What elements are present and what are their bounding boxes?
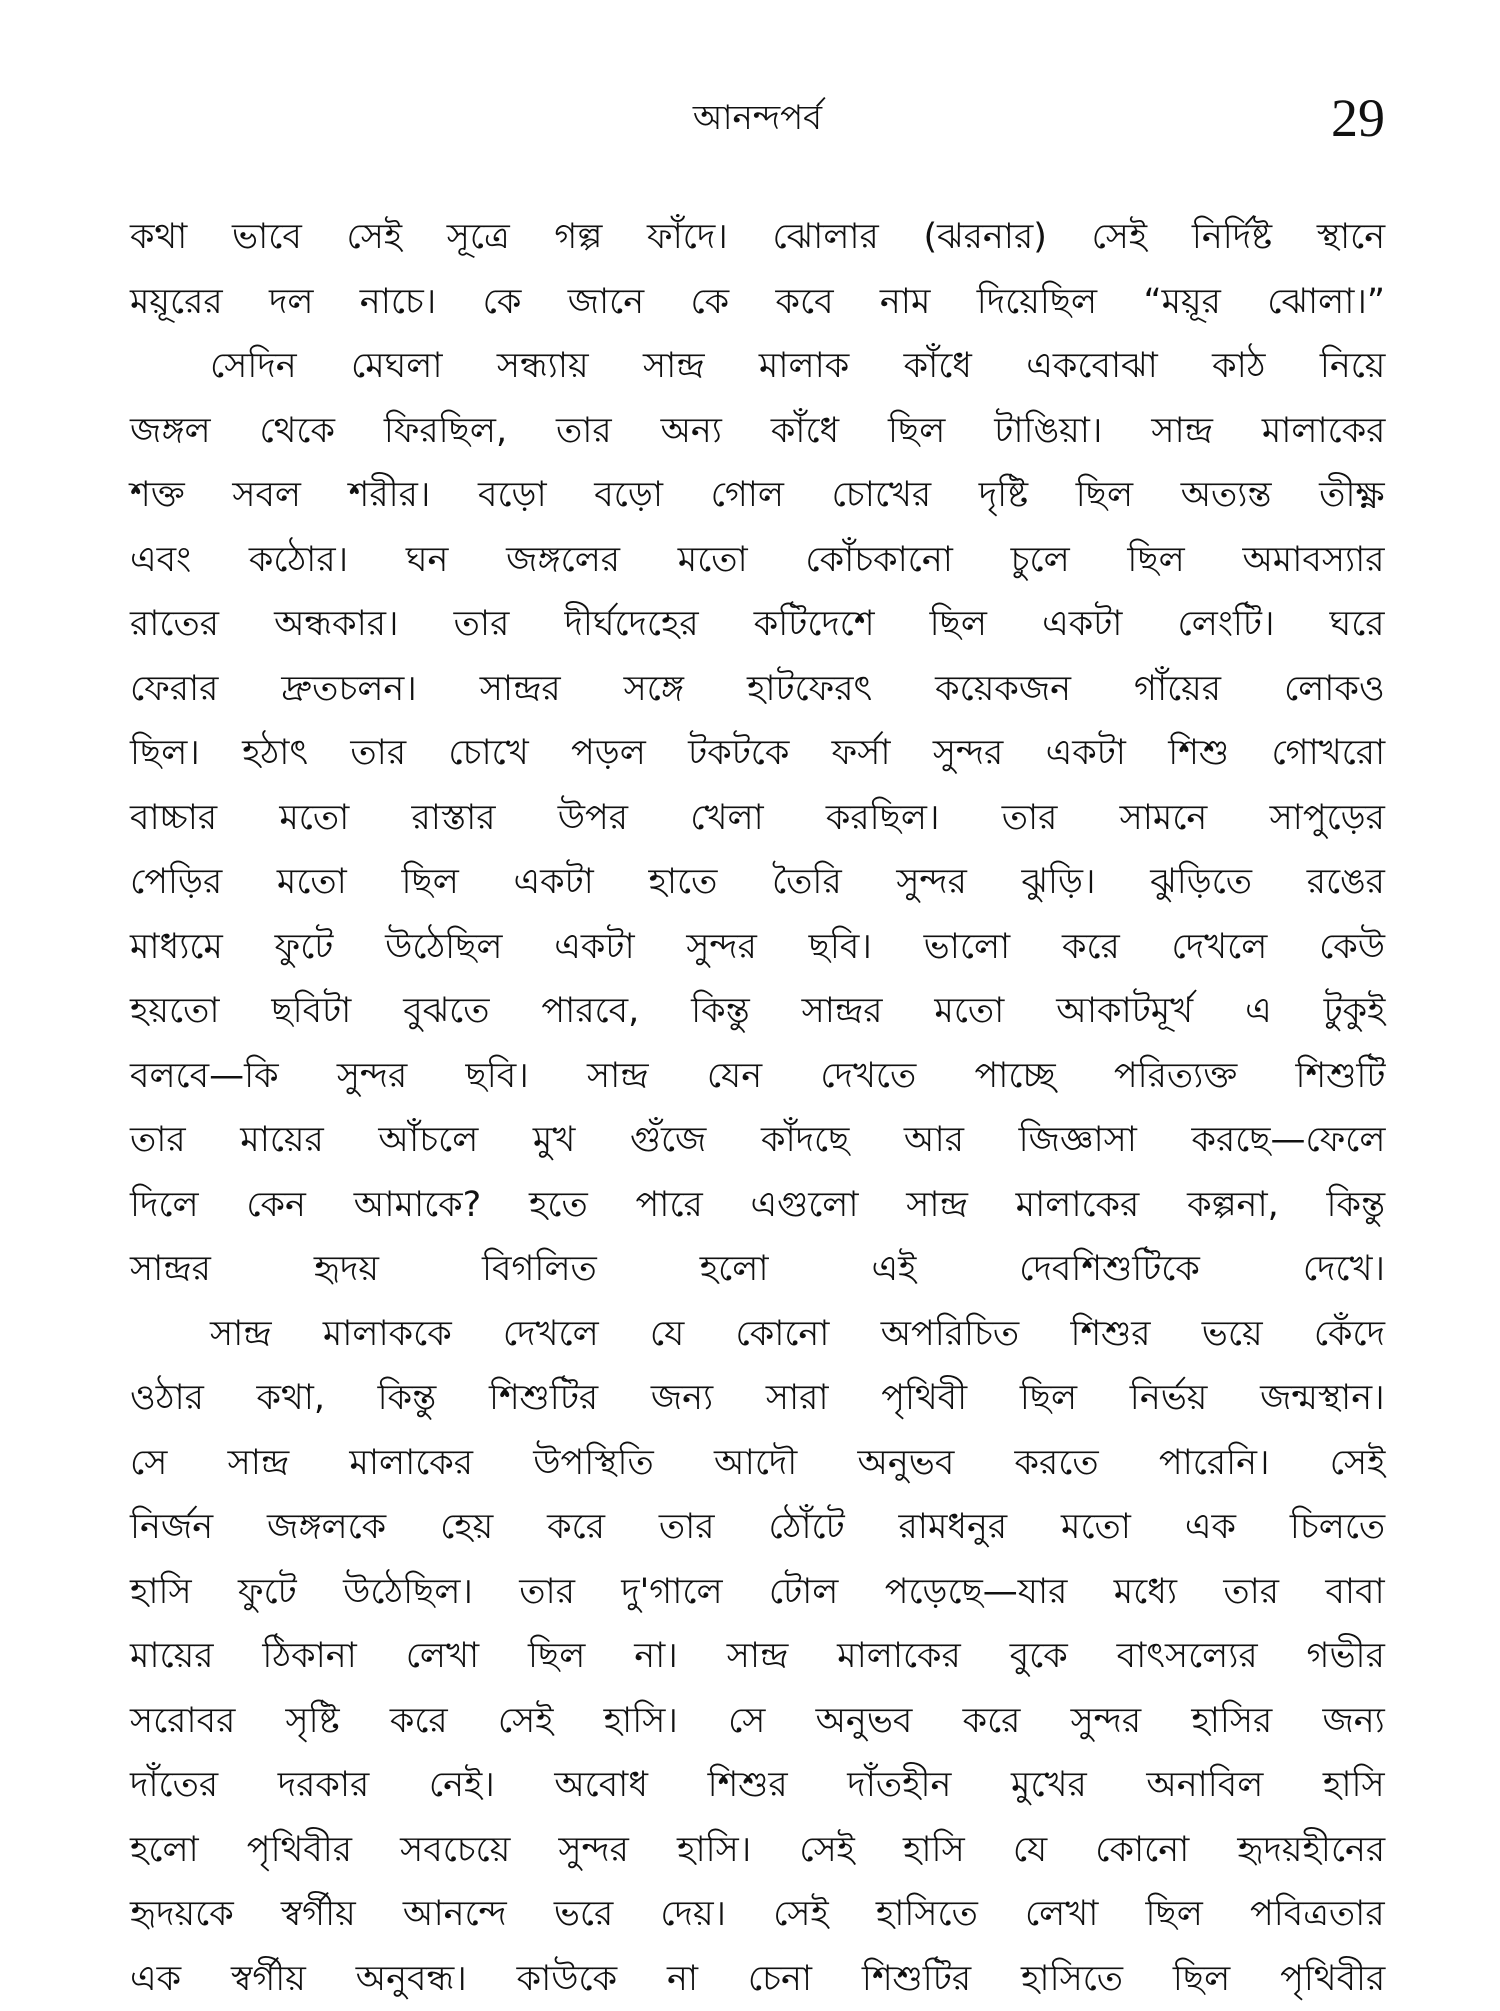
paragraph (130, 334, 1385, 1302)
text-line: ওঠার কথা, কিন্তু শিশুটির জন্য সারা পৃথিবী ছিল নির্ভয় জন্মস্থান। (130, 1366, 1385, 1431)
page-header (130, 88, 1385, 158)
text-line: কথা ভাবে সেই সূত্রে গল্প ফাঁদে। ঝোলার (ঝরনার) সেই নির্দিষ্ট স্থানে (130, 205, 1385, 270)
text-line: বাচ্চার মতো রাস্তার উপর খেলা করছিল। তার সামনে সাপুড়ের (130, 786, 1385, 851)
text-line: রাতের অন্ধকার। তার দীর্ঘদেহের কটিদেশে ছিল একটা লেংটি। ঘরে (130, 592, 1385, 657)
body-text (130, 205, 1385, 2011)
text-line: সে সান্দ্র মালাকের উপস্থিতি আদৌ অনুভব করতে পারেনি। সেই (130, 1431, 1385, 1496)
text-line: মাধ্যমে ফুটে উঠেছিল একটা সুন্দর ছবি। ভালো করে দেখলে কেউ (130, 915, 1385, 980)
text-line: মায়ের ঠিকানা লেখা ছিল না। সান্দ্র মালাকের বুকে বাৎসল্যের গভীর (130, 1624, 1385, 1689)
text-line: শক্ত সবল শরীর। বড়ো বড়ো গোল চোখের দৃষ্টি ছিল অত্যন্ত তীক্ষ্ণ (130, 463, 1385, 528)
text-line: পেড়ির মতো ছিল একটা হাতে তৈরি সুন্দর ঝুড়ি। ঝুড়িতে রঙের (130, 850, 1385, 915)
text-line: নির্জন জঙ্গলকে হেয় করে তার ঠোঁটে রামধনুর মতো এক চিলতে (130, 1495, 1385, 1560)
text-line: সান্দ্র মালাককে দেখলে যে কোনো অপরিচিত শিশুর ভয়ে কেঁদে (130, 1302, 1385, 1367)
paragraph (130, 1302, 1385, 2011)
text-line: দিলে কেন আমাকে? হতে পারে এগুলো সান্দ্র মালাকের কল্পনা, কিন্তু (130, 1173, 1385, 1238)
text-line: হয়তো ছবিটা বুঝতে পারবে, কিন্তু সান্দ্রর মতো আকাটমূর্খ এ টুকুই (130, 979, 1385, 1044)
text-line: জঙ্গল থেকে ফিরছিল, তার অন্য কাঁধে ছিল টাঙিয়া। সান্দ্র মালাকের (130, 399, 1385, 464)
text-line: ময়ূরের দল নাচে। কে জানে কে কবে নাম দিয়েছিল “ময়ূর ঝোলা।” (130, 270, 1385, 335)
text-line: ছিল। হঠাৎ তার চোখে পড়ল টকটকে ফর্সা সুন্দর একটা শিশু গোখরো (130, 721, 1385, 786)
text-line: সরোবর সৃষ্টি করে সেই হাসি। সে অনুভব করে সুন্দর হাসির জন্য (130, 1689, 1385, 1754)
text-line: তার মায়ের আঁচলে মুখ গুঁজে কাঁদছে আর জিজ্ঞাসা করছে—ফেলে (130, 1108, 1385, 1173)
text-line: সান্দ্রর হৃদয় বিগলিত হলো এই দেবশিশুটিকে দেখে। (130, 1237, 1385, 1302)
text-line: হলো পৃথিবীর সবচেয়ে সুন্দর হাসি। সেই হাসি যে কোনো হৃদয়হীনের (130, 1818, 1385, 1883)
text-line: হাসি ফুটে উঠেছিল। তার দু'গালে টোল পড়েছে—যার মধ্যে তার বাবা (130, 1560, 1385, 1625)
running-head: আনন্দপর্ব (130, 98, 1385, 138)
text-line: এবং কঠোর। ঘন জঙ্গলের মতো কোঁচকানো চুলে ছিল অমাবস্যার (130, 528, 1385, 593)
paragraph (130, 205, 1385, 334)
text-line: সেদিন মেঘলা সন্ধ্যায় সান্দ্র মালাক কাঁধে একবোঝা কাঠ নিয়ে (130, 334, 1385, 399)
text-line: দাঁতের দরকার নেই। অবোধ শিশুর দাঁতহীন মুখের অনাবিল হাসি (130, 1753, 1385, 1818)
text-line: ফেরার দ্রুতচলন। সান্দ্রর সঙ্গে হাটফেরৎ কয়েকজন গাঁয়ের লোকও (130, 657, 1385, 722)
text-line: হৃদয়কে স্বর্গীয় আনন্দে ভরে দেয়। সেই হাসিতে লেখা ছিল পবিত্রতার (130, 1882, 1385, 1947)
text-line: এক স্বর্গীয় অনুবন্ধ। কাউকে না চেনা শিশুটির হাসিতে ছিল পৃথিবীর (130, 1947, 1385, 2011)
text-line: বলবে—কি সুন্দর ছবি। সান্দ্র যেন দেখতে পাচ্ছে পরিত্যক্ত শিশুটি (130, 1044, 1385, 1109)
page-number: 29 (1331, 88, 1385, 148)
